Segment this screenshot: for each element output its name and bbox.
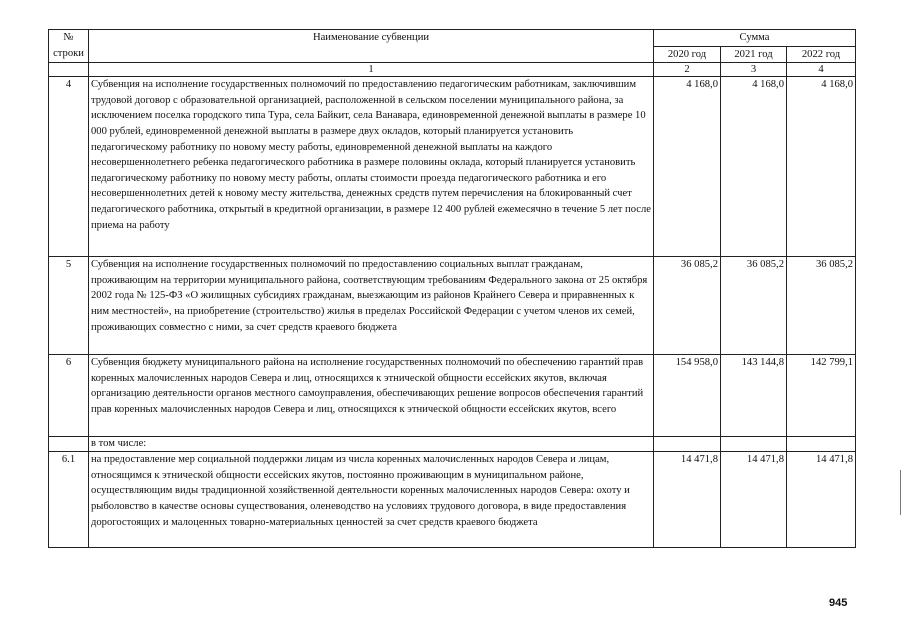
col-num-4: 4 <box>787 63 856 77</box>
value-2021 <box>721 437 787 452</box>
header-year-2020: 2020 год <box>654 46 721 63</box>
row-text: Субвенция на исполнение государственных полномочий по предоставлению социальных выплат гражданам, проживающим на территории муниципального района, соответствующим требованиям Федерального закона от 25 октября 2002 года № 125-ФЗ «О жилищных субсидиях гражданам, выезжающим из районов Крайнего Севера и приравненных к ним местностей», на приобретение (строительство) жилья в пределах Российской Федерации с учетом членов их семей, проживающих совместно с ними, за счет средств краевого бюджета <box>89 257 654 355</box>
table-row <box>49 257 856 355</box>
table-row <box>49 355 856 437</box>
value-2022: 14 471,8 <box>787 452 856 548</box>
row-number: 6.1 <box>49 452 89 548</box>
header-row-1 <box>49 30 856 47</box>
value-2022: 36 085,2 <box>787 257 856 355</box>
row-number: 4 <box>49 77 89 257</box>
value-2020 <box>654 437 721 452</box>
header-no: № <box>49 30 89 47</box>
col-num-2: 2 <box>654 63 721 77</box>
col-num-3: 3 <box>721 63 787 77</box>
header-rows: строки <box>49 46 89 63</box>
value-2022: 4 168,0 <box>787 77 856 257</box>
value-2021: 36 085,2 <box>721 257 787 355</box>
row-number: 5 <box>49 257 89 355</box>
row-text: Субвенция на исполнение государственных полномочий по предоставлению педагогическим работникам, заключившим трудовой договор с образовательной организацией, расположенной в сельском поселении муниципального района, за исключением поселка городского типа Тура, села Байкит, села Ванавара, единовременной денежной выплаты в размере 10 000 рублей, единовременной денежной выплаты в размере двух окладов, который планируется установить педагогическому работнику по новому месту работы, единовременной денежной выплаты на каждого несовершеннолетнего ребенка педагогического работника в размере половины оклада, который планируется установить педагогическому работнику по новому месту работы, оплаты стоимости проезда педагогического работника и его несовершеннолетних детей к новому месту жительства, денежных средств путем перечисления на блокированный счет педагогического работника, открытый в кредитной организации, в размере 12 400 рублей ежемесячно в течение 5 лет после приема на работу <box>89 77 654 257</box>
column-numbers-row <box>49 63 856 77</box>
row-number <box>49 437 89 452</box>
value-2020: 14 471,8 <box>654 452 721 548</box>
table-row <box>49 437 856 452</box>
value-2022 <box>787 437 856 452</box>
value-2021: 143 144,8 <box>721 355 787 437</box>
header-name: Наименование субвенции <box>89 30 654 63</box>
row-text: на предоставление мер социальной поддержки лицам из числа коренных малочисленных народов Севера и лицам, относящимся к этнической общности ессейских якутов, постоянно проживающим в муниципальном районе, осуществляющим виды традиционной хозяйственной деятельности коренных малочисленных народов Севера: охоту и рыболовство в качестве основы существования, оленеводство на условиях трудового договора, в виде предоставления дорогостоящих и малоценных товарно-материальных ценностей за счет средств краевого бюджета <box>89 452 654 548</box>
table-row <box>49 77 856 257</box>
col-num-empty <box>49 63 89 77</box>
header-year-2022: 2022 год <box>787 46 856 63</box>
row-text: в том числе: <box>89 437 654 452</box>
value-2021: 14 471,8 <box>721 452 787 548</box>
row-number: 6 <box>49 355 89 437</box>
value-2020: 4 168,0 <box>654 77 721 257</box>
value-2020: 36 085,2 <box>654 257 721 355</box>
header-year-2021: 2021 год <box>721 46 787 63</box>
value-2022: 142 799,1 <box>787 355 856 437</box>
col-num-1: 1 <box>89 63 654 77</box>
scan-edge-mark <box>900 470 901 515</box>
header-sum: Сумма <box>654 30 856 47</box>
value-2020: 154 958,0 <box>654 355 721 437</box>
subventions-table <box>48 29 856 548</box>
row-text: Субвенция бюджету муниципального района на исполнение государственных полномочий по обеспечению гарантий прав коренных малочисленных народов Севера и лиц, относящихся к этнической общности ессейских якутов, включая организацию деятельности органов местного самоуправления, обеспечивающих решение вопросов обеспечения гарантий прав коренных малочисленных народов Севера и лиц, относящихся к этнической общности ессейских якутов, всего <box>89 355 654 437</box>
value-2021: 4 168,0 <box>721 77 787 257</box>
page-number: 945 <box>829 597 848 609</box>
table-row <box>49 452 856 548</box>
